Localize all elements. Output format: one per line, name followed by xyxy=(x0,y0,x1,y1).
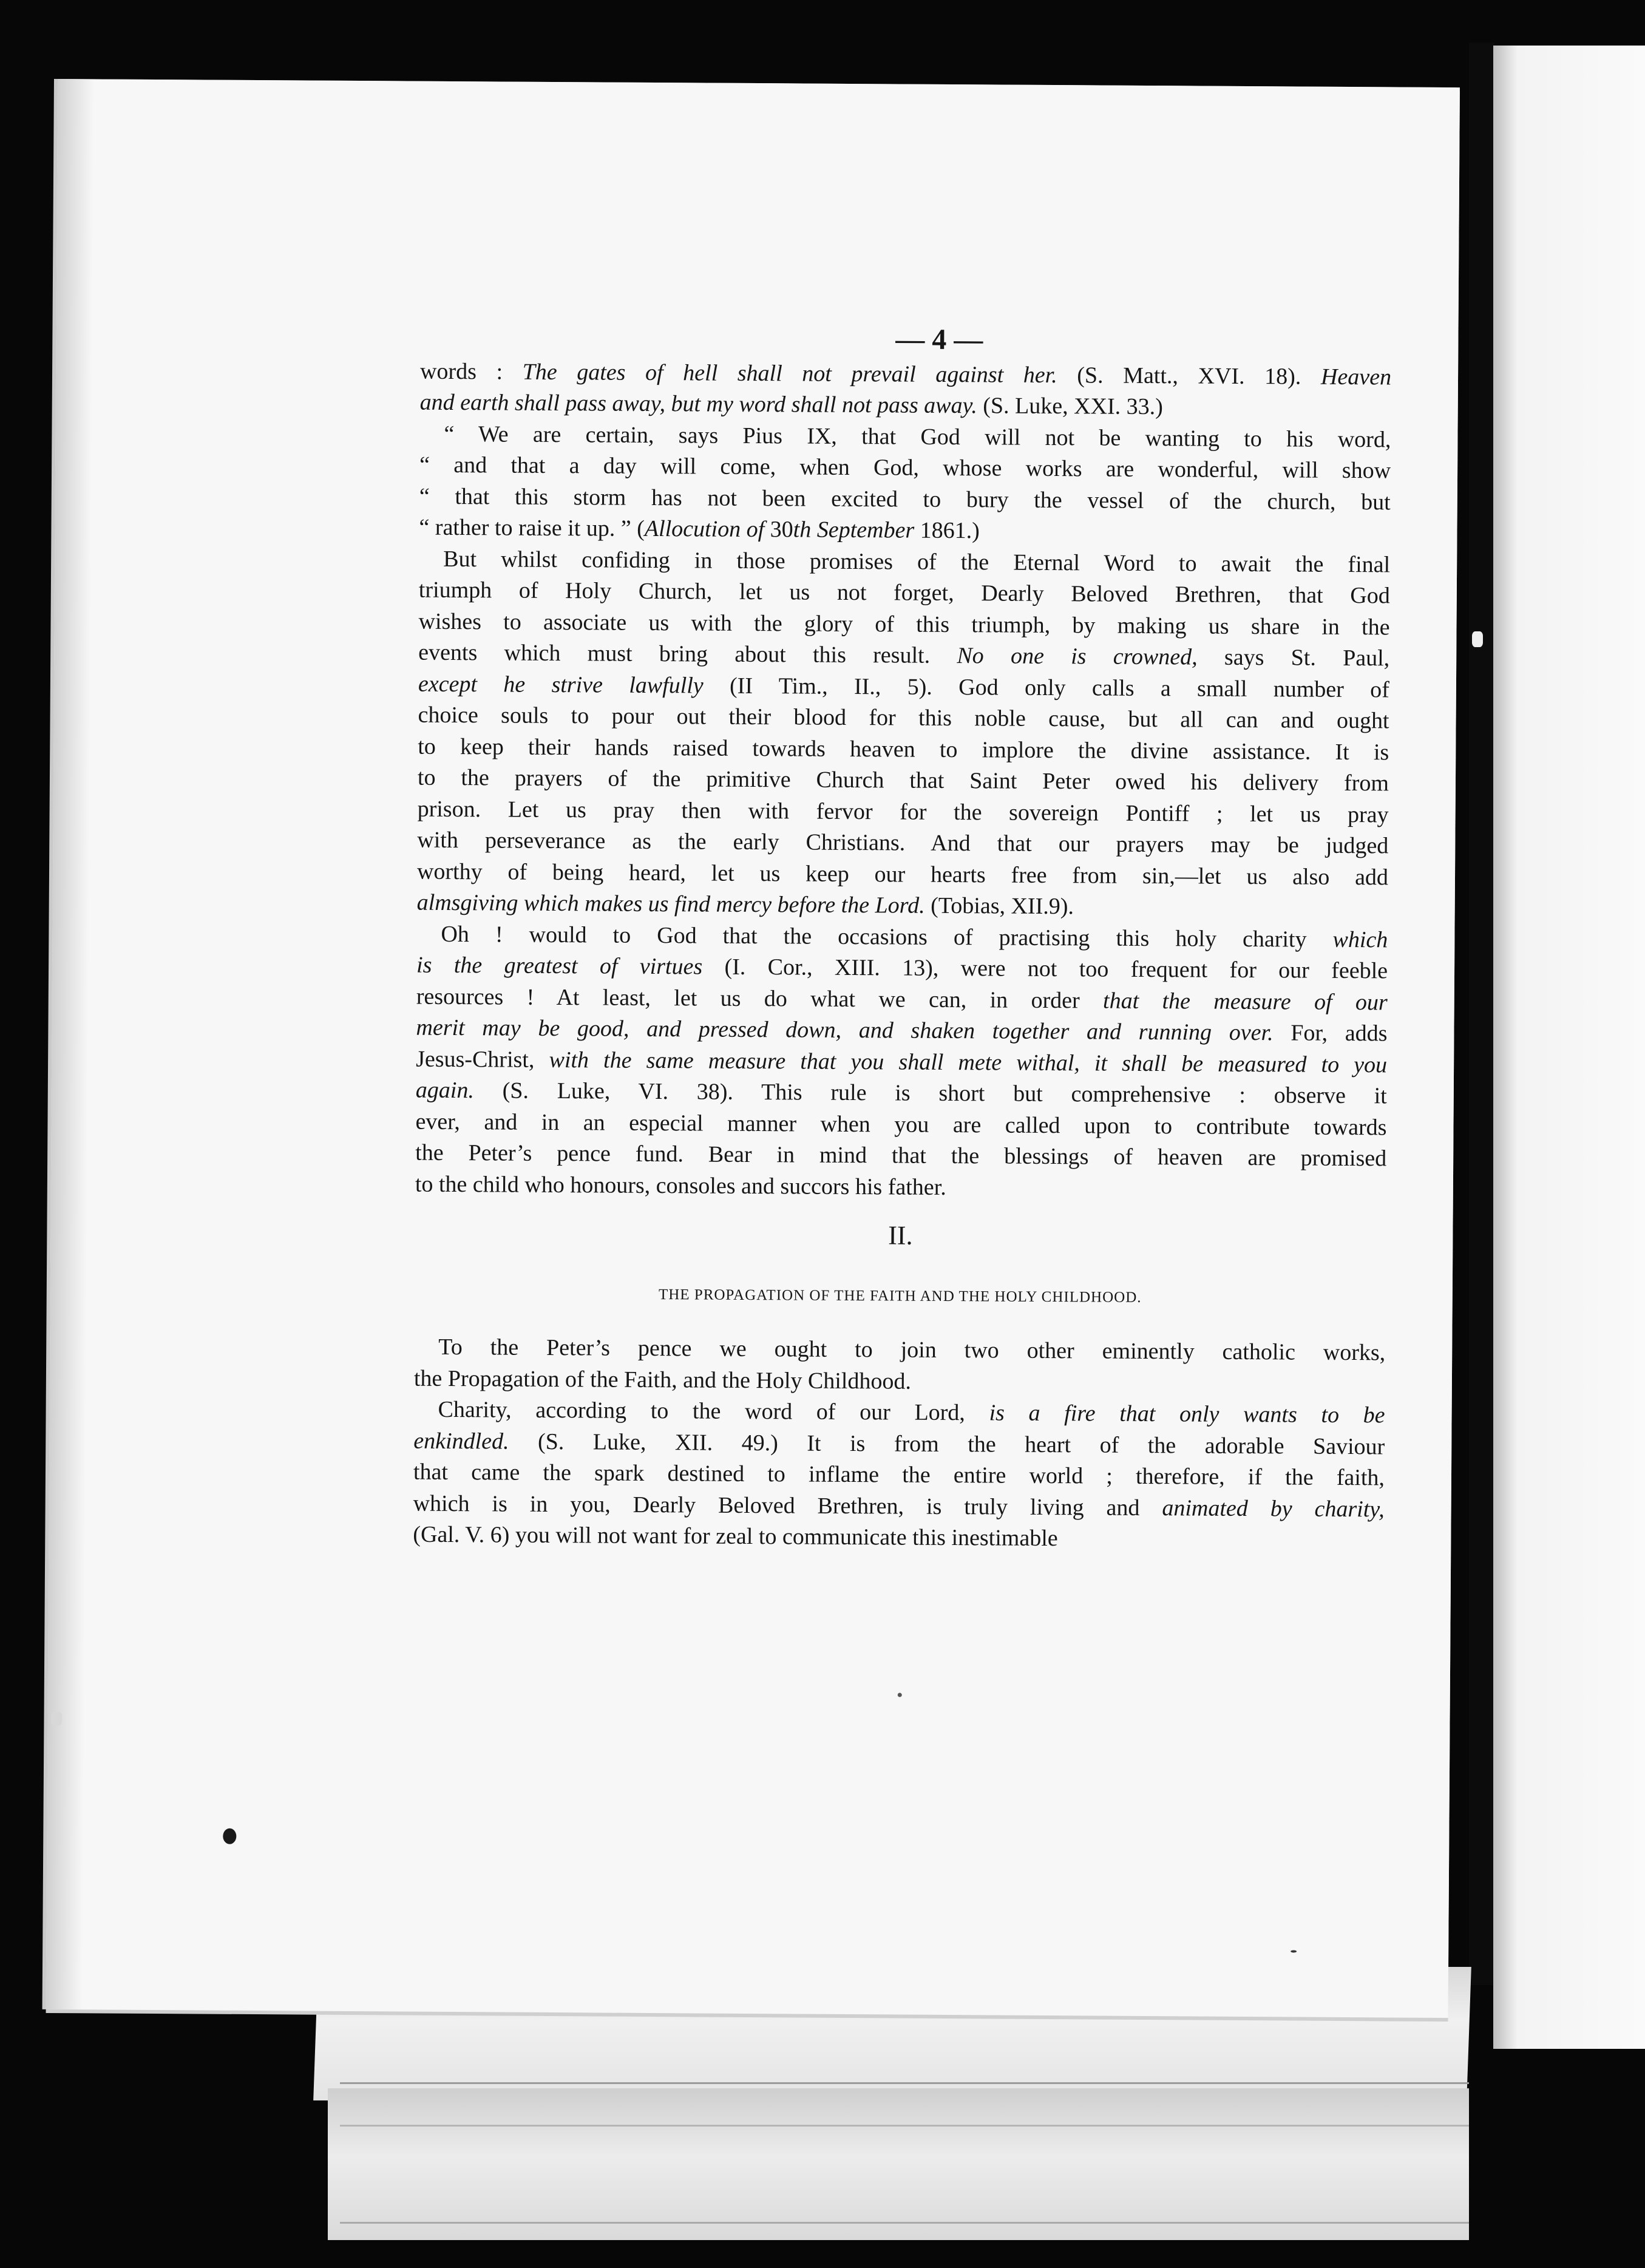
page-gutter xyxy=(1469,42,1494,1985)
paragraph xyxy=(413,1394,1385,1557)
italic-text-run: is a fire that only wants to be xyxy=(989,1400,1385,1428)
paragraph xyxy=(415,918,1388,1206)
ink-speck xyxy=(223,1828,236,1844)
paragraph xyxy=(420,356,1392,424)
text-run: Jesus-Christ, xyxy=(416,1046,549,1073)
text-line xyxy=(417,888,1388,925)
text-run: triumph of Holy Church, let us not forget, Dearly Beloved Brethren, that God xyxy=(418,577,1390,609)
text-line xyxy=(416,1013,1387,1050)
text-line xyxy=(413,1394,1385,1431)
text-run: “ and that a day will come, when God, whose works are wonderful, will show xyxy=(419,452,1391,484)
text-run: prison. Let us pray then with fervor for the sovereign Pontiff ; let us pray xyxy=(417,796,1389,827)
text-line xyxy=(418,762,1389,800)
body-paragraphs xyxy=(413,1332,1385,1557)
text-run: (I. Cor., XIII. 13), were not too frequent for our feeble xyxy=(702,954,1388,984)
text-run: (II Tim., II., 5). God only calls a small number of xyxy=(703,673,1390,702)
italic-text-run: No one is crowned, xyxy=(957,643,1198,670)
text-line xyxy=(416,950,1388,987)
text-run: “ We are certain, says Pius IX, that God will not be wanting to his word, xyxy=(444,421,1391,452)
page-damage-mark xyxy=(1472,631,1483,647)
page-damage-mark xyxy=(51,1712,62,1725)
text-run: which is in you, Dearly Beloved Brethren, is truly living and xyxy=(413,1490,1162,1521)
text-run: (S. Luke, XII. 49.) It is from the heart of the adorable Saviour xyxy=(509,1428,1385,1459)
text-run: (S. Luke, VI. 38). This rule is short but comprehensive : observe it xyxy=(473,1078,1387,1109)
text-line xyxy=(420,387,1391,424)
italic-text-run: with the same measure that you shall mete withal, it shall be measured to you xyxy=(549,1047,1388,1078)
paragraph xyxy=(414,1332,1386,1401)
text-run: that came the spark destined to inflame the entire world ; therefore, if the faith, xyxy=(413,1459,1385,1491)
text-line xyxy=(416,1075,1387,1112)
text-run: (S. Luke, XXI. 33.) xyxy=(977,393,1163,420)
text-line xyxy=(414,1332,1385,1369)
text-run: says St. Paul, xyxy=(1197,644,1390,671)
paper-stack-line xyxy=(340,2082,1469,2084)
text-line xyxy=(419,512,1390,549)
italic-text-run: except he strive lawfully xyxy=(418,671,704,699)
page-text xyxy=(413,321,1391,1557)
ink-speck xyxy=(898,1693,902,1697)
text-run: resources ! At least, let us do what we can, in order xyxy=(416,983,1104,1014)
text-run: (Tobias, XII.9). xyxy=(924,892,1074,920)
text-line xyxy=(417,825,1388,862)
text-run: events which must bring about this result. xyxy=(418,639,957,669)
section-title: THE PROPAGATION OF THE FAITH AND THE HOLY CHILDHOOD. xyxy=(658,1286,1142,1306)
text-line xyxy=(415,1138,1386,1175)
italic-text-run: animated by charity, xyxy=(1162,1495,1385,1522)
text-line xyxy=(415,1169,1386,1206)
text-run: (Gal. V. 6) you will not want for zeal to communicate this inestimable xyxy=(413,1521,1058,1552)
text-line xyxy=(413,1457,1385,1494)
text-run: “ rather to raise it up. ” ( xyxy=(419,514,645,542)
italic-text-run: th September xyxy=(793,517,915,543)
text-run: the Propagation of the Faith, and the Holy Childhood. xyxy=(413,1365,912,1394)
paper-stack-edge xyxy=(328,2088,1469,2240)
text-run: 1861.) xyxy=(914,517,980,544)
text-run: choice souls to pour out their blood for this noble cause, but all can and ought xyxy=(418,702,1389,734)
text-run: wishes to associate us with the glory of this triumph, by making us share in the xyxy=(418,608,1390,640)
italic-text-run: which xyxy=(1332,926,1388,952)
text-run: For, adds xyxy=(1273,1020,1388,1047)
text-run: Oh ! would to God that the occasions of practising this holy charity xyxy=(441,921,1333,952)
italic-text-run: again. xyxy=(415,1077,475,1104)
text-line xyxy=(418,700,1389,737)
text-run: “ that this storm has not been excited to bury the vessel of the church, but xyxy=(419,483,1391,515)
text-line xyxy=(419,450,1391,487)
ink-speck xyxy=(1291,1950,1297,1952)
text-run: to the child who honours, consoles and succors his father. xyxy=(415,1171,946,1200)
italic-text-run: enkindled. xyxy=(413,1428,509,1455)
text-run: But whilst confiding in those promises of the Eternal Word to await the final xyxy=(443,546,1391,577)
italic-text-run: and earth shall pass away, but my word shall not pass away. xyxy=(419,389,977,419)
text-run: ever, and in an especial manner when you are called upon to contribute towards xyxy=(415,1109,1387,1140)
italic-text-run: that the measure of our xyxy=(1102,988,1388,1015)
italic-text-run: merit may be good, and pressed down, and shaken together and running over. xyxy=(416,1014,1274,1046)
italic-text-run: Heaven xyxy=(1320,364,1392,390)
paper-stack-line xyxy=(340,2222,1469,2224)
page-number: — 4 — xyxy=(895,323,983,356)
section-numeral: II. xyxy=(888,1220,913,1251)
text-run: to keep their hands raised towards heaven to implore the divine assistance. It is xyxy=(418,733,1389,765)
italic-text-run: is the greatest of virtues xyxy=(416,952,703,980)
text-line xyxy=(419,575,1390,612)
adjacent-page-edge xyxy=(1493,46,1645,2049)
text-run: with perseverance as the early Christians. And that our prayers may be judged xyxy=(417,827,1389,859)
text-run: (S. Matt., XVI. 18). xyxy=(1057,362,1321,390)
text-run: words : xyxy=(419,358,523,385)
paper-stack-line xyxy=(340,2125,1469,2127)
text-run: 30 xyxy=(764,517,793,543)
text-run: worthy of being heard, let us keep our hearts free from sin,—let us also add xyxy=(416,858,1389,890)
body-paragraphs xyxy=(415,356,1391,1206)
document-page xyxy=(46,79,1460,2018)
text-line xyxy=(418,637,1389,674)
text-line xyxy=(413,1519,1384,1557)
italic-text-run: The gates of hell shall not prevail against her. xyxy=(522,359,1057,388)
paragraph xyxy=(419,418,1391,549)
italic-text-run: almsgiving which makes us find mercy before the Lord. xyxy=(416,889,925,918)
text-run: To the Peter’s pence we ought to join two other eminently catholic works, xyxy=(438,1334,1386,1366)
paragraph xyxy=(417,543,1391,925)
text-run: Charity, according to the word of our Lord, xyxy=(438,1396,989,1426)
italic-text-run: Allocution of xyxy=(644,515,765,543)
text-run: to the prayers of the primitive Church that Saint Peter owed his delivery from xyxy=(417,764,1389,796)
text-run: the Peter’s pence fund. Bear in mind that the blessings of heaven are promised xyxy=(415,1139,1387,1172)
